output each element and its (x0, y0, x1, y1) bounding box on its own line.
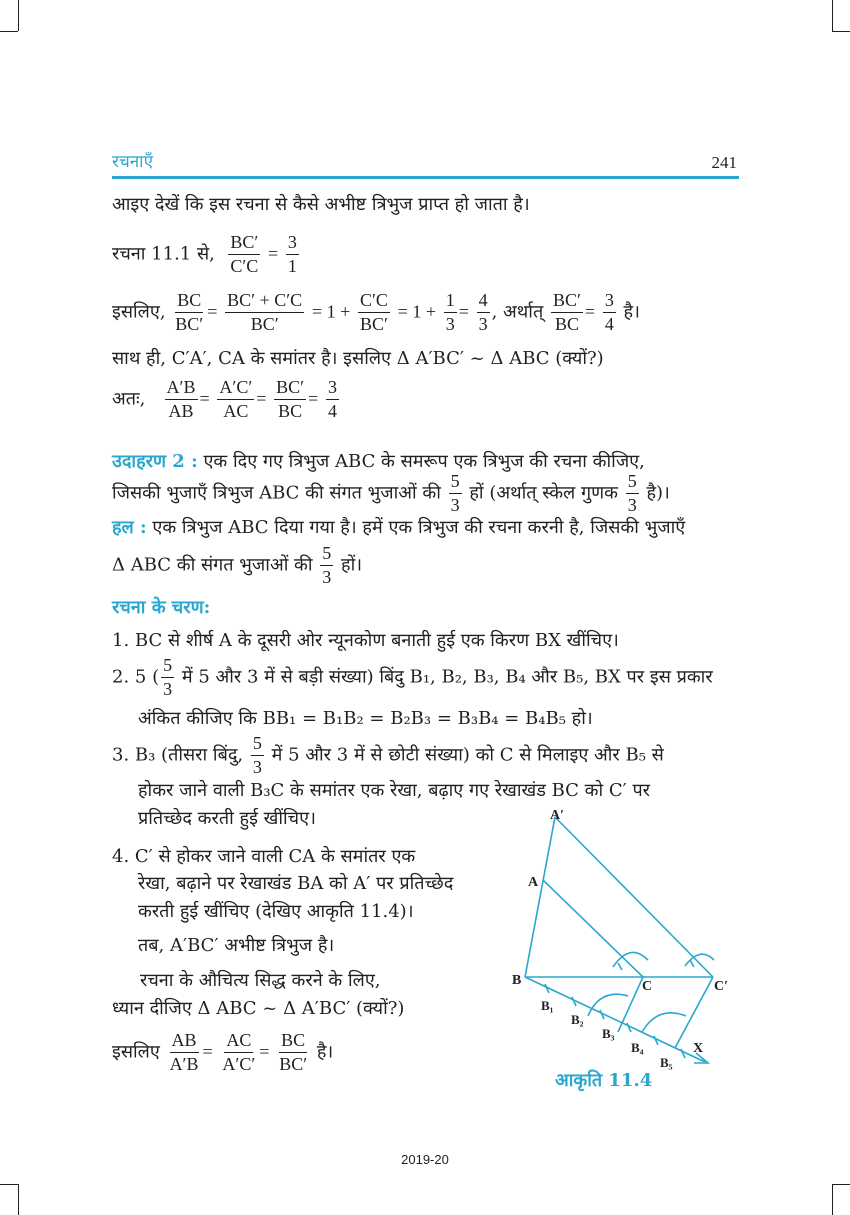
label-a: A (528, 875, 539, 890)
numerator: 1 (444, 291, 457, 313)
step-4-line-1: 4. C′ से होकर जाने वाली CA के समांतर एक (112, 846, 416, 867)
fraction (477, 291, 490, 334)
numerator: BC (175, 291, 203, 313)
denominator: 3 (322, 566, 332, 587)
denominator: BC′ (250, 313, 279, 334)
justification-line-3: इसलिए $\frac{AB}{A'B}$ = $\frac{AC}{A'C'}$ = $\frac{BC}{BC'}$ है। (112, 1030, 334, 1074)
denominator: 3 (627, 494, 637, 515)
crop-mark (18, 1184, 19, 1215)
denominator: 3 (445, 313, 455, 334)
figure-caption: आकृति 11.4 (555, 1070, 653, 1091)
step-text: 2. 5 ( (112, 666, 160, 688)
denominator: 4 (604, 313, 614, 334)
label-b5: B₅ (660, 1055, 673, 1070)
fraction (165, 378, 198, 421)
fraction (220, 1031, 257, 1074)
solution-label: हल : (112, 517, 147, 538)
segment-b5-c-prime (675, 977, 713, 1048)
derivation-line-3: साथ ही, C′A′, CA के समांतर है। इसलिए Δ A′BC′ ~ Δ ABC (क्यों?) (112, 348, 604, 369)
derivation-prefix: इसलिए, (112, 301, 166, 323)
denominator: 3 (252, 756, 262, 777)
math-text: = 1 + (311, 301, 351, 322)
numerator: 5 (251, 734, 264, 756)
justification-end: है। (316, 1041, 334, 1063)
example-line-1 (112, 449, 645, 473)
step-2-line-2: अंकित कीजिए कि BB₁ = B₁B₂ = B₂B₃ = B₃B₄ = B₄B₅ हो। (138, 708, 593, 729)
numerator: A′C′ (217, 378, 254, 400)
fraction (320, 544, 333, 587)
fraction (228, 233, 260, 276)
fraction (551, 291, 583, 334)
numerator: 5 (626, 472, 639, 494)
label-b3: B₃ (602, 1026, 615, 1041)
justification-prefix: इसलिए (112, 1041, 160, 1063)
crop-mark (832, 1184, 850, 1185)
intro-text: आइए देखें कि इस रचना से कैसे अभीष्ट त्रिभुज प्राप्त हो जाता है। (112, 194, 530, 215)
numerator: 5 (320, 544, 333, 566)
denominator: BC′ (175, 313, 204, 334)
crop-mark (18, 0, 19, 31)
fraction (626, 472, 639, 515)
example-line-2 (112, 472, 670, 515)
step-3-line-1 (112, 734, 664, 777)
side-a-c (543, 880, 643, 977)
label-b4: B₄ (631, 1040, 644, 1055)
denominator: A′C′ (222, 1053, 256, 1074)
step-3-line-2: होकर जाने वाली B₃C के समांतर एक रेखा, बढ़ाए गए रेखाखंड BC को C′ पर (138, 780, 651, 801)
example-label: उदाहरण 2 : (112, 451, 198, 472)
numerator: AC (224, 1031, 253, 1053)
label-c-prime: C′ (714, 979, 729, 994)
segment-b3-c (618, 977, 643, 1032)
denominator: A′B (169, 1053, 199, 1074)
fraction (161, 656, 174, 699)
step-1: 1. BC से शीर्ष A के दूसरी ओर न्यूनकोण बनाती हुई एक किरण BX खींचिए। (112, 630, 619, 651)
label-b: B (512, 973, 522, 988)
footer-year: 2019-20 (401, 1152, 449, 1167)
fraction (168, 1031, 201, 1074)
numerator: BC′ (551, 291, 583, 313)
side-a-prime-b (525, 817, 555, 977)
page-number: 241 (711, 153, 737, 172)
denominator: 3 (478, 313, 488, 334)
denominator: BC′ (279, 1053, 308, 1074)
solution-line-2 (112, 544, 362, 587)
example-text: है)। (646, 482, 670, 504)
crop-mark (832, 1184, 833, 1215)
chapter-title: रचनाएँ (112, 152, 153, 172)
crop-mark (832, 31, 850, 32)
derivation-line-2: इसलिए, $\frac{BC}{BC'}$ = $\frac{BC' + C'C}{BC'}$ = 1 + $\frac{C'C}{BC'}$ = 1 + $\frac{1}{3}$ = $\frac{4}{3}$ , अर्थात् $\frac{BC'}{BC}$ = $\frac{3}{4}$ है। (112, 290, 640, 334)
denominator: AB (168, 400, 194, 421)
step-4-line-4: तब, A′BC′ अभीष्ट त्रिभुज है। (138, 935, 335, 956)
example-text: जिसकी भुजाएँ त्रिभुज ABC की संगत भुजाओं की (112, 482, 441, 504)
fraction (274, 378, 306, 421)
solution-line-1 (112, 515, 685, 539)
fraction (449, 472, 462, 515)
crop-mark (0, 1184, 18, 1185)
label-b1: B₁ (541, 998, 554, 1013)
denominator: BC (554, 313, 579, 334)
fraction (603, 291, 616, 334)
derivation-prefix: अतः, (112, 388, 146, 410)
step-text: 3. B₃ (तीसरा बिंदु, (112, 744, 244, 766)
numerator: BC′ + C′C (225, 291, 304, 313)
solution-text: हों। (341, 554, 363, 576)
fraction (444, 291, 457, 334)
crop-mark (0, 31, 18, 32)
label-c: C (642, 979, 653, 994)
denominator: BC (278, 400, 303, 421)
fraction (277, 1031, 309, 1074)
numerator: C′C (358, 291, 390, 313)
fraction (326, 378, 339, 421)
step-3-line-3: प्रतिच्छेद करती हुई खींचिए। (138, 808, 316, 829)
derivation-line-1 (112, 233, 301, 276)
example-text: हों (अर्थात् स्केल गुणक (469, 482, 618, 504)
ray-bx (525, 977, 705, 1062)
label-x: X (693, 1041, 704, 1056)
steps-heading: रचना के चरण: (112, 597, 211, 618)
denominator: C′C (230, 255, 259, 276)
step-4-line-2: रेखा, बढ़ाने पर रेखाखंड BA को A′ पर प्रतिच्छेद (138, 873, 454, 894)
numerator: BC (279, 1031, 307, 1053)
label-a-prime: A′ (550, 808, 565, 823)
numerator: AB (170, 1031, 199, 1053)
step-text: में 5 और 3 में से छोटी संख्या) को C से मिलाइए और B₅ से (271, 744, 664, 766)
denominator: 3 (450, 494, 460, 515)
arc-at-b3 (588, 994, 628, 1016)
derivation-line-4: अतः, $\frac{A'B}{AB}$ = $\frac{A'C'}{AC}$ = $\frac{BC'}{BC}$ = $\frac{3}{4}$ (112, 377, 338, 421)
denominator: 1 (287, 255, 297, 276)
numerator: 5 (449, 472, 462, 494)
numerator: BC′ (228, 233, 260, 255)
numerator: 5 (161, 656, 174, 678)
derivation-prefix: रचना 11.1 से, (112, 243, 215, 265)
denominator: 3 (163, 678, 173, 699)
denominator: AC (223, 400, 249, 421)
label-b2: B₂ (571, 1012, 584, 1027)
tick-mark (681, 1049, 685, 1058)
fraction (217, 378, 254, 421)
numerator: A′B (165, 378, 198, 400)
step-4-line-3: करती हुई खींचिए (देखिए आकृति 11.4)। (138, 901, 414, 922)
math-text: = 1 + (397, 301, 436, 322)
arc-mark (690, 960, 694, 967)
step-2-line-1 (112, 656, 713, 699)
figure-11-4 (500, 800, 760, 1075)
step-text: में 5 और 3 में से बड़ी संख्या) बिंदु B₁, B₂, B₃, B₄ और B₅, BX पर इस प्रकार (181, 666, 713, 688)
justification-line-2: ध्यान दीजिए Δ ABC ~ Δ A′BC′ (क्यों?) (112, 998, 405, 1019)
solution-text: एक त्रिभुज ABC दिया गया है। हमें एक त्रिभुज की रचना करनी है, जिसकी भुजाएँ (152, 517, 686, 538)
denominator: 4 (328, 400, 338, 421)
crop-mark (832, 0, 833, 31)
solution-text: Δ ABC की संगत भुजाओं की (112, 554, 313, 576)
example-text: एक दिए गए त्रिभुज ABC के समरूप एक त्रिभुज की रचना कीजिए, (203, 451, 645, 472)
arthat-text: , अर्थात् (491, 301, 544, 323)
header-rule (112, 176, 739, 179)
arc-at-b5 (642, 1013, 686, 1032)
numerator: 3 (603, 291, 616, 313)
justification-line-1: रचना के औचित्य सिद्ध करने के लिए, (140, 970, 381, 991)
numerator: BC′ (274, 378, 306, 400)
numerator: 3 (326, 378, 339, 400)
tick-mark (654, 1036, 658, 1045)
fraction (251, 734, 264, 777)
arc-mark (618, 963, 622, 970)
fraction (286, 233, 299, 276)
denominator: BC′ (359, 313, 388, 334)
fraction (173, 291, 205, 334)
fraction (225, 291, 304, 334)
derivation-end: है। (623, 301, 640, 323)
equals-sign: = (268, 243, 279, 264)
fraction (358, 291, 390, 334)
numerator: 4 (477, 291, 490, 313)
numerator: 3 (286, 233, 299, 255)
